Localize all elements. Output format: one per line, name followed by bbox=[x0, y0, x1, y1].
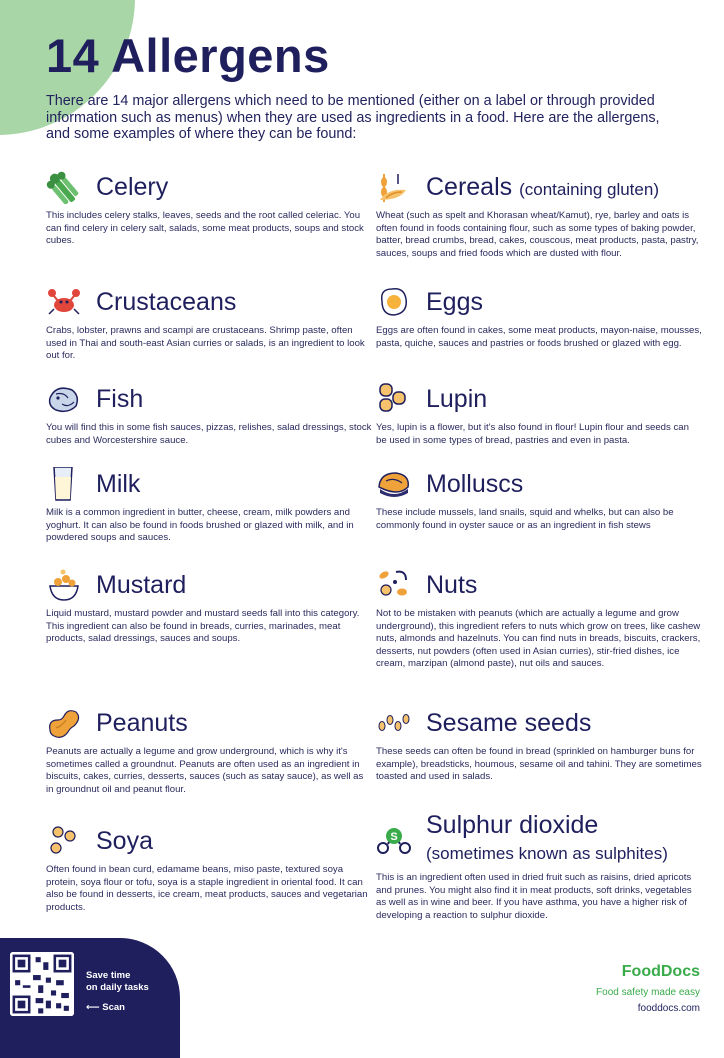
allergen-name: Lupin bbox=[426, 385, 488, 413]
allergen-name-sub: (sometimes known as sulphites) bbox=[426, 844, 668, 863]
brand-tagline: Food safety made easy bbox=[596, 987, 700, 998]
allergen-name: Mustard bbox=[96, 571, 187, 599]
allergen-name bbox=[426, 172, 659, 205]
sulphur-icon bbox=[376, 824, 412, 858]
allergen-sesame bbox=[376, 706, 702, 784]
qr-caption bbox=[86, 970, 149, 1014]
egg-icon bbox=[376, 285, 412, 319]
intro-text: There are 14 major allergens which need to be mentioned (either on a label or through provided information such as menus) when they are used as ingredients in a food. Here are the allergens, and some examples of where they can be found: bbox=[46, 93, 660, 142]
allergen-lupin bbox=[376, 382, 702, 447]
allergen-description: Milk is a common ingredient in butter, cheese, cream, milk powders and yoghurt. It can also be found in foods brushed or glazed with milk, and in powdered soups and sauces. bbox=[46, 507, 354, 544]
allergen-name: Molluscs bbox=[426, 470, 524, 498]
allergen-peanuts bbox=[46, 706, 372, 796]
allergen-description: Yes, lupin is a flower, but it's also found in flour! Lupin flour and seeds can be used in some types of bread, pastries and even in pasta. bbox=[376, 422, 689, 446]
allergen-name-main: Sulphur dioxide bbox=[426, 811, 599, 839]
allergen-celery bbox=[46, 170, 372, 248]
qr-line-2: on daily tasks bbox=[86, 982, 149, 993]
allergen-soya bbox=[46, 824, 372, 914]
peanut-icon bbox=[46, 706, 82, 740]
allergen-name bbox=[426, 812, 668, 867]
allergen-description: Eggs are often found in cakes, some meat products, mayon-naise, mousses, pasta, quiche, sauces and pastries or foods brushed or glazed with egg. bbox=[376, 325, 702, 349]
page-title: 14 Allergens bbox=[46, 29, 330, 82]
allergen-description: This is an ingredient often used in dried fruit such as raisins, dried apricots and prunes. You might also find it in meat products, soft drinks, vegetables as well as in wine and beer. If you have asthma, you have a higher risk of developing a reaction to sulphur dioxide. bbox=[376, 872, 692, 921]
allergen-description: Liquid mustard, mustard powder and mustard seeds fall into this category. This ingredient can also be found in breads, curries, marinades, meat products, salad dressings, sauces and soups. bbox=[46, 608, 360, 645]
lupin-icon bbox=[376, 382, 412, 416]
allergen-eggs bbox=[376, 285, 702, 350]
allergen-description: This includes celery stalks, leaves, seeds and the root called celeriac. You can find celery in celery salt, salads, some meat products, soups and stock cubes. bbox=[46, 210, 364, 247]
allergen-name-main: Cereals bbox=[426, 173, 513, 201]
website-link[interactable]: fooddocs.com bbox=[637, 1003, 700, 1014]
mussel-icon bbox=[376, 467, 412, 501]
allergen-name: Fish bbox=[96, 385, 144, 413]
svg-text:S: S bbox=[390, 831, 398, 843]
allergen-molluscs bbox=[376, 467, 702, 532]
allergen-name: Sesame seeds bbox=[426, 709, 592, 737]
allergen-mustard bbox=[46, 568, 372, 646]
allergen-name-sub: (containing gluten) bbox=[519, 180, 659, 199]
allergen-name: Soya bbox=[96, 827, 153, 855]
allergen-description: You will find this in some fish sauces, pizzas, relishes, salad dressings, stock cubes and Worcestershire sauce. bbox=[46, 422, 372, 446]
brand-logo[interactable]: FoodDocs bbox=[621, 963, 700, 980]
celery-icon bbox=[46, 170, 82, 204]
soy-bean-icon bbox=[46, 824, 82, 858]
nuts-icon bbox=[376, 568, 412, 602]
qr-code[interactable] bbox=[10, 952, 74, 1016]
allergen-name: Nuts bbox=[426, 571, 478, 599]
allergen-description: Often found in bean curd, edamame beans, miso paste, textured soya protein, soya flour or tofu, soya is a staple ingredient in oriental food. It can also be found in desserts, ice cream, meat products, sauces and vegetarian products. bbox=[46, 864, 368, 913]
sesame-icon bbox=[376, 706, 412, 740]
allergen-name: Eggs bbox=[426, 288, 483, 316]
allergen-description: Wheat (such as spelt and Khorasan wheat/Kamut), rye, barley and oats is often found in foods containing flour, such as some types of baking powder, batter, bread crumbs, bread, cakes, couscous, meat products, pasta, pastry, sauces, soups and fried foods which are dusted with flour. bbox=[376, 210, 699, 259]
allergen-nuts bbox=[376, 568, 702, 671]
allergen-cereals bbox=[376, 170, 702, 260]
allergen-name: Milk bbox=[96, 470, 141, 498]
allergen-description: Not to be mistaken with peanuts (which are actually a legume and grow underground), this ingredient refers to nuts which grow on trees, like cashew nuts, almonds and hazelnuts. You can find nuts in breads, biscuits, crackers, desserts, nut powders (often used in Asian curries), stir-fried dishes, ice cream, marzipan (almond paste), nut oils and sauces. bbox=[376, 608, 701, 670]
wheat-icon bbox=[376, 170, 412, 204]
allergen-crustaceans bbox=[46, 285, 372, 363]
allergen-fish bbox=[46, 382, 372, 447]
milk-glass-icon bbox=[46, 467, 82, 501]
allergen-description: Crabs, lobster, prawns and scampi are crustaceans. Shrimp paste, often used in Thai and south-east Asian curries or salads, is an ingredient to look out for. bbox=[46, 325, 365, 362]
mustard-icon bbox=[46, 568, 82, 602]
crab-icon bbox=[46, 285, 82, 319]
fish-icon bbox=[46, 382, 82, 416]
allergen-name: Peanuts bbox=[96, 709, 188, 737]
allergen-milk bbox=[46, 467, 372, 545]
allergen-sulphur-dioxide bbox=[376, 811, 702, 922]
allergen-name: Crustaceans bbox=[96, 288, 237, 316]
allergen-name: Celery bbox=[96, 173, 169, 201]
allergen-description: These include mussels, land snails, squid and whelks, but can also be commonly found in oyster sauce or as an ingredient in fish stews bbox=[376, 507, 674, 531]
allergen-description: These seeds can often be found in bread (sprinkled on hamburger buns for example), breadsticks, houmous, sesame oil and tahini. They are sometimes toasted and used in salads. bbox=[376, 746, 702, 783]
scan-label: ⟵ Scan bbox=[86, 1002, 125, 1013]
allergen-description: Peanuts are actually a legume and grow underground, which is why it's sometimes called a groundnut. Peanuts are often used as an ingredient in biscuits, cakes, curries, desserts, sauces (such as satay sauce), as well as in groundnut oil and peanut flour. bbox=[46, 746, 364, 795]
qr-line-1: Save time bbox=[86, 970, 131, 981]
